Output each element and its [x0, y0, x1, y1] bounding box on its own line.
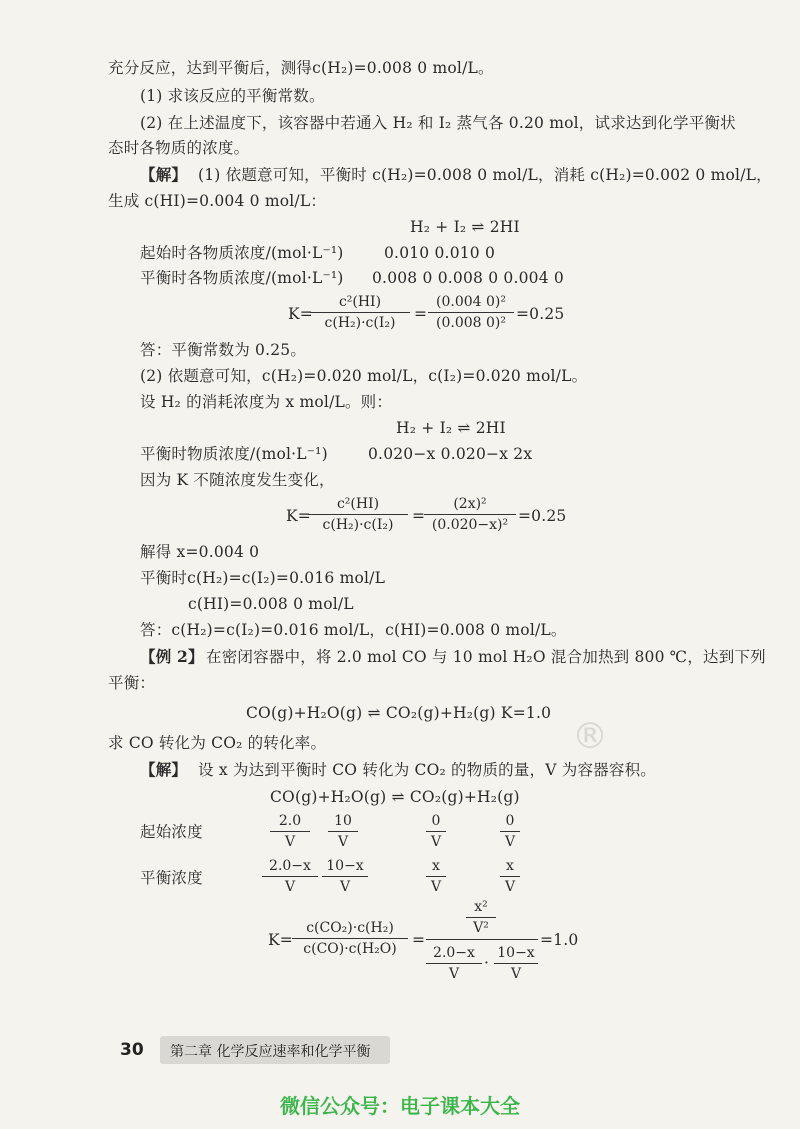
fraction [292, 919, 408, 958]
formula-k-lhs: K= [268, 931, 293, 949]
text-line: 设 H₂ 的消耗浓度为 x mol/L。则： [140, 393, 393, 411]
reaction-equation: H₂ + I₂ ⇌ 2HI [410, 218, 520, 236]
solution-label: 【解】 [140, 165, 188, 184]
table-row-label: 起始时各物质浓度/(mol·L⁻¹) [140, 244, 344, 262]
numerator: 10−x [326, 858, 364, 874]
denominator: c(H₂)·c(I₂) [324, 315, 396, 331]
table-row-values: 0.010 0.010 0 [384, 244, 496, 262]
formula-k-lhs: K= [286, 507, 311, 525]
denominator: c(H₂)·c(I₂) [322, 517, 394, 533]
fraction [426, 857, 446, 896]
denominator: V [339, 879, 351, 895]
numerator: (0.004 0)² [436, 294, 506, 310]
numerator: x [432, 858, 440, 874]
result: =0.25 [518, 507, 567, 525]
numerator: c²(HI) [338, 294, 382, 310]
text-line: 解得 x=0.004 0 [140, 543, 260, 561]
denominator: V [510, 966, 522, 982]
numerator: 10 [334, 813, 352, 829]
numerator: x² [474, 899, 488, 915]
text-line: 在密闭容器中，将 2.0 mol CO 与 10 mol H₂O 混合加热到 800 ℃，达到下列 [206, 648, 766, 666]
table-row-label: 平衡时物质浓度/(mol·L⁻¹) [140, 445, 328, 463]
equals: = [412, 931, 426, 949]
fraction [308, 495, 408, 534]
numerator: c(CO₂)·c(H₂) [306, 920, 394, 936]
denominator: V [448, 966, 460, 982]
answer: 答：c(H₂)=c(I₂)=0.016 mol/L，c(HI)=0.008 0 mol/L。 [140, 621, 567, 639]
text-line: (2) 依题意可知，c(H₂)=0.020 mol/L，c(I₂)=0.020 mol/L。 [140, 367, 588, 385]
denominator: V [504, 879, 516, 895]
denominator: (0.008 0)² [436, 315, 506, 331]
numerator: (2x)² [453, 496, 487, 512]
text-line: 平衡时c(H₂)=c(I₂)=0.016 mol/L [140, 569, 386, 587]
numerator: x [506, 858, 514, 874]
text-line: 因为 K 不随浓度发生变化， [140, 471, 335, 489]
fraction [426, 944, 482, 983]
multiply-dot: · [484, 954, 490, 972]
denominator: V [430, 834, 442, 850]
numerator: 2.0−x [433, 945, 475, 961]
answer: 答：平衡常数为 0.25。 [140, 341, 307, 359]
fraction [270, 812, 310, 851]
numerator: 2.0 [278, 813, 302, 829]
denominator: V [284, 834, 296, 850]
denominator: V² [473, 920, 489, 936]
reaction-equation: CO(g)+H₂O(g) ⇌ CO₂(g)+H₂(g) [270, 788, 520, 806]
question-2: (2) 在上述温度下，该容器中若通入 H₂ 和 I₂ 蒸气各 0.20 mol，试求达到化学平衡状 [140, 114, 736, 132]
reaction-equation: H₂ + I₂ ⇌ 2HI [396, 419, 506, 437]
fraction [500, 857, 520, 896]
equals: = [414, 305, 428, 323]
question-1: (1) 求该反应的平衡常数。 [140, 87, 325, 105]
text-line: 生成 c(HI)=0.004 0 mol/L： [108, 192, 327, 210]
page-number: 30 [120, 1040, 144, 1060]
denominator: V [504, 834, 516, 850]
numerator: c²(HI) [336, 496, 380, 512]
denominator: c(CO)·c(H₂O) [303, 941, 397, 957]
table-row-label: 平衡时各物质浓度/(mol·L⁻¹) [140, 269, 344, 287]
numerator: 2.0−x [269, 858, 311, 874]
example-label: 【例 2】 [140, 647, 204, 666]
fraction [426, 812, 446, 851]
fraction [262, 857, 318, 896]
watermark-text: 微信公众号：电子课本大全 [280, 1094, 520, 1118]
fraction [322, 857, 368, 896]
numerator: 0 [431, 813, 441, 829]
denominator: V [430, 879, 442, 895]
text-line: (1) 依题意可知，平衡时 c(H₂)=0.008 0 mol/L，消耗 c(H₂)=0.002 0 mol/L， [198, 166, 772, 184]
text-line: 态时各物质的浓度。 [108, 139, 250, 157]
result: =0.25 [516, 305, 565, 323]
table-row-label: 起始浓度 [140, 823, 203, 841]
fraction [428, 293, 514, 332]
formula-k-lhs: K= [288, 305, 313, 323]
denominator: V [337, 834, 349, 850]
text-line: 求 CO 转化为 CO₂ 的转化率。 [108, 734, 327, 752]
table-row-values: 0.008 0 0.008 0 0.004 0 [372, 269, 564, 287]
equals: = [412, 507, 426, 525]
denominator: (0.020−x)² [431, 517, 509, 533]
reaction-equation: CO(g)+H₂O(g) ⇌ CO₂(g)+H₂(g) K=1.0 [246, 704, 552, 722]
registered-mark: ® [572, 716, 608, 757]
fraction [310, 293, 410, 332]
solution-label: 【解】 [140, 760, 188, 779]
fraction [500, 812, 520, 851]
text-line: 平衡： [108, 674, 156, 692]
main-fraction-bar [426, 939, 538, 940]
text-line: c(HI)=0.008 0 mol/L [188, 595, 354, 613]
fraction [424, 495, 516, 534]
numerator: 10−x [497, 945, 535, 961]
result: =1.0 [540, 931, 579, 949]
chapter-title: 第二章 化学反应速率和化学平衡 [170, 1044, 371, 1060]
fraction [494, 944, 538, 983]
fraction [466, 898, 496, 937]
denominator: V [284, 879, 296, 895]
text-line: 充分反应，达到平衡后，测得c(H₂)=0.008 0 mol/L。 [108, 59, 494, 77]
table-row-values: 0.020−x 0.020−x 2x [368, 445, 533, 463]
table-row-label: 平衡浓度 [140, 869, 203, 887]
text-line: 设 x 为达到平衡时 CO 转化为 CO₂ 的物质的量，V 为容器容积。 [198, 761, 656, 779]
numerator: 0 [505, 813, 515, 829]
fraction [328, 812, 358, 851]
